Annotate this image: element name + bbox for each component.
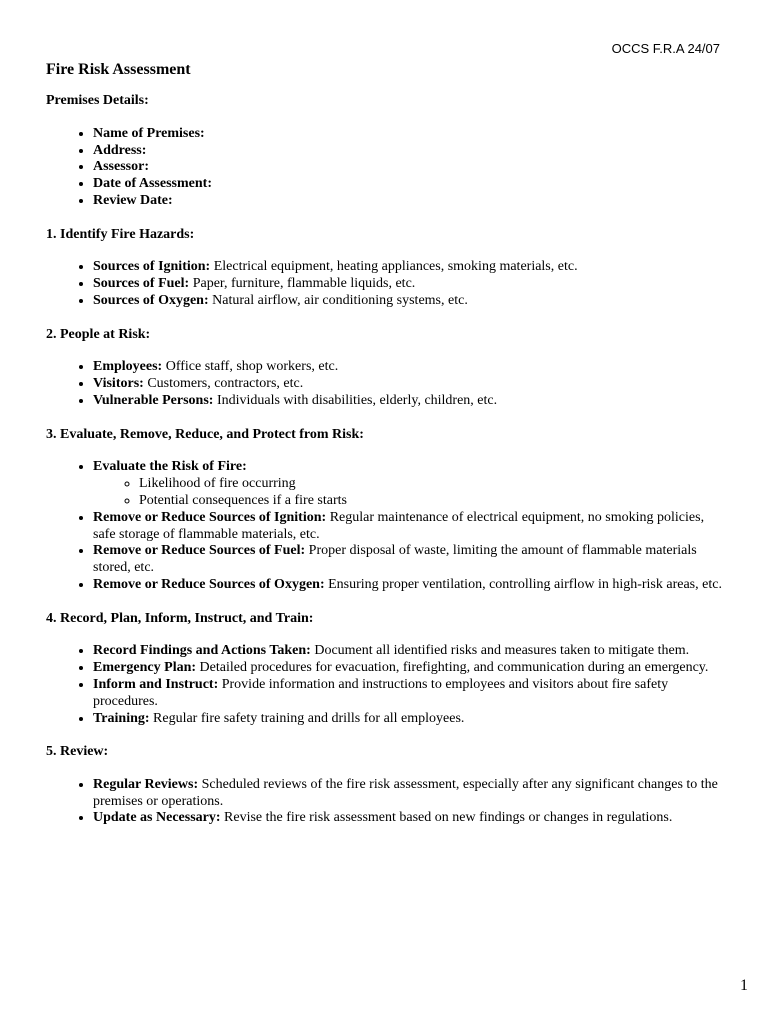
item-label: Regular Reviews:	[93, 776, 199, 792]
list-item	[93, 359, 722, 376]
bullet-list	[46, 459, 722, 593]
document-reference: OCCS F.R.A 24/07	[611, 41, 720, 56]
item-text: Office staff, shop workers, etc.	[162, 359, 339, 375]
item-text: Proper disposal of waste, limiting the amount of flammable materials stored, etc.	[93, 543, 697, 576]
item-text: Scheduled reviews of the fire risk assessment, especially after any significant changes to the premises or operations.	[93, 776, 718, 809]
sub-list-item: ◦ Likelihood of fire occurring	[139, 476, 722, 493]
item-label: Remove or Reduce Sources of Fuel:	[93, 543, 306, 559]
list-item	[93, 643, 722, 660]
list-item	[93, 176, 722, 193]
section-heading: 4. Record, Plan, Inform, Instruct, and Train:	[46, 610, 314, 626]
item-label: Inform and Instruct:	[93, 676, 219, 692]
bullet-list	[46, 777, 722, 827]
list-item	[93, 711, 722, 728]
item-text: Natural airflow, air conditioning systems, etc.	[208, 292, 468, 308]
item-label: Assessor:	[93, 159, 149, 175]
item-label: Remove or Reduce Sources of Ignition:	[93, 509, 327, 525]
item-text: Paper, furniture, flammable liquids, etc.	[189, 276, 416, 292]
list-item	[93, 660, 722, 677]
item-label: Employees:	[93, 359, 163, 375]
section-heading: 5. Review:	[46, 744, 109, 760]
item-text: Ensuring proper ventilation, controlling airflow in high-risk areas, etc.	[324, 576, 722, 592]
item-label: Emergency Plan:	[93, 660, 197, 676]
item-label: Date of Assessment:	[93, 176, 212, 192]
item-text: Regular maintenance of electrical equipment, no smoking policies, safe storage of flammable materials, etc.	[93, 509, 705, 542]
item-text: Document all identified risks and measures taken to mitigate them.	[310, 643, 690, 659]
section	[46, 744, 722, 827]
item-label: Review Date:	[93, 192, 173, 208]
list-item	[93, 159, 722, 176]
list-item	[93, 577, 722, 594]
list-item	[93, 376, 722, 393]
item-label: Name of Premises:	[93, 125, 205, 141]
section-heading: 2. People at Risk:	[46, 326, 151, 342]
sections-container	[46, 93, 722, 827]
item-text: Detailed procedures for evacuation, firefighting, and communication during an emergency.	[196, 660, 709, 676]
list-item	[93, 126, 722, 143]
bullet-list	[46, 126, 722, 210]
list-item	[93, 293, 722, 310]
list-item	[93, 810, 722, 827]
item-label: Vulnerable Persons:	[93, 392, 214, 408]
list-item	[93, 459, 722, 509]
list-item	[93, 777, 722, 811]
list-item	[93, 193, 722, 210]
list-item	[93, 510, 722, 544]
section-heading: 3. Evaluate, Remove, Reduce, and Protect from Risk:	[46, 426, 364, 442]
section-heading: 1. Identify Fire Hazards:	[46, 226, 195, 242]
item-label: Address:	[93, 142, 147, 158]
sub-bullet-list	[93, 476, 722, 510]
item-text: Individuals with disabilities, elderly, children, etc.	[213, 392, 498, 408]
list-item	[93, 259, 722, 276]
item-text: Electrical equipment, heating appliances, smoking materials, etc.	[210, 259, 578, 275]
item-label: Sources of Ignition:	[93, 259, 211, 275]
bullet-list	[46, 643, 722, 727]
item-label: Remove or Reduce Sources of Oxygen:	[93, 576, 325, 592]
section	[46, 227, 722, 310]
list-item	[93, 677, 722, 711]
item-label: Update as Necessary:	[93, 810, 221, 826]
section	[46, 427, 722, 594]
item-label: Record Findings and Actions Taken:	[93, 643, 311, 659]
document-body	[46, 60, 722, 844]
section	[46, 327, 722, 410]
item-label: Sources of Fuel:	[93, 276, 190, 292]
sub-list-item: ◦ Potential consequences if a fire starts	[139, 493, 722, 510]
page-number: 1	[740, 977, 748, 994]
list-item	[93, 393, 722, 410]
item-text: Regular fire safety training and drills for all employees.	[149, 710, 465, 726]
item-label: Training:	[93, 710, 150, 726]
section-heading: Premises Details:	[46, 93, 149, 108]
list-item	[93, 143, 722, 160]
item-text: Customers, contractors, etc.	[143, 376, 304, 392]
bullet-list	[46, 359, 722, 409]
section	[46, 611, 722, 728]
bullet-list	[46, 259, 722, 309]
list-item	[93, 276, 722, 293]
list-item	[93, 543, 722, 577]
item-label: Sources of Oxygen:	[93, 292, 209, 308]
section	[46, 93, 722, 210]
item-text: Provide information and instructions to employees and visitors about fire safety procedures.	[93, 676, 669, 709]
document-title: Fire Risk Assessment	[46, 61, 191, 78]
item-text: Revise the fire risk assessment based on new findings or changes in regulations.	[220, 810, 673, 826]
item-label: Visitors:	[93, 376, 144, 392]
item-label: Evaluate the Risk of Fire:	[93, 459, 247, 475]
